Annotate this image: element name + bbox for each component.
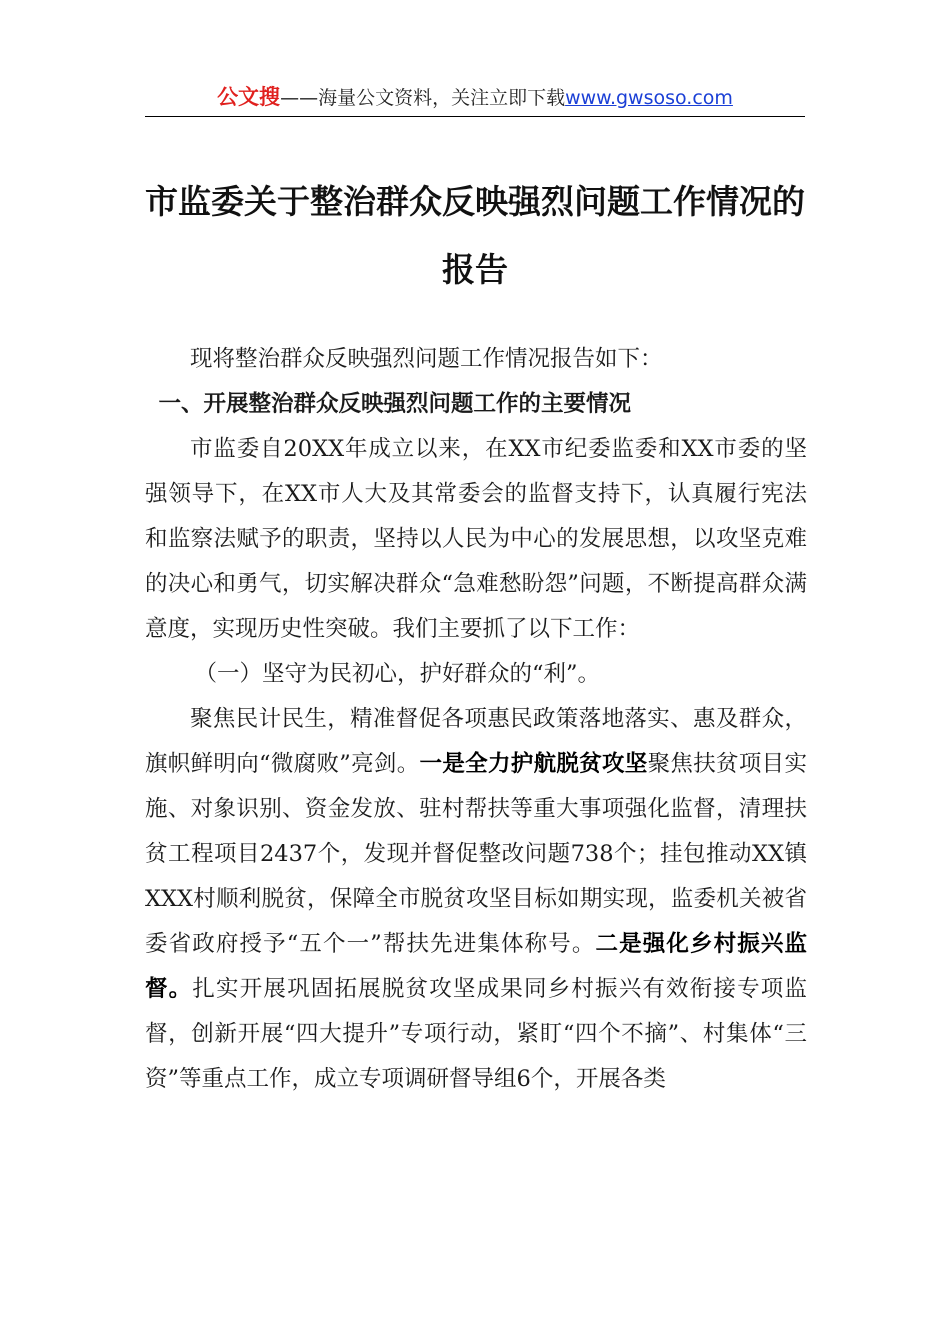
paragraph-text: 聚焦扶贫项目实施、对象识别、资金发放、驻村帮扶等重大事项强化监督，清理扶贫工程项目2437个，发现并督促整改问题738个；挂包推动XX镇XXX村顺利脱贫，保障全市脱贫攻坚目标如期实现，监委机关被省委省政府授予“五个一”帮扶先进集体称号。: [145, 751, 807, 957]
document-body: [145, 337, 807, 1102]
paragraph-text: 扎实开展巩固拓展脱贫攻坚成果同乡村振兴有效衔接专项监督，创新开展“四大提升”专项行动，紧盯“四个不摘”、村集体“三资”等重点工作，成立专项调研督导组6个，开展各类: [145, 976, 807, 1092]
section-heading: 一、开展整治群众反映强烈问题工作的主要情况: [158, 391, 632, 417]
brand-name: 公文搜: [217, 85, 281, 109]
document-title: 市监委关于整治群众反映强烈问题工作情况的报告: [145, 182, 805, 289]
subsection-heading: （一）坚守为民初心，护好群众的“利”。: [194, 661, 601, 687]
lead-phrase-2: 二是强化乡村振兴监督。: [145, 931, 807, 1002]
site-link[interactable]: www.gwsoso.com: [565, 87, 733, 109]
paragraph-text: 聚焦民计民生，精准督促各项惠民政策落地落实、惠及群众，旗帜鲜明向“微腐败”亮剑。: [145, 706, 807, 777]
lead-phrase-1: 一是全力护航脱贫攻坚: [419, 751, 648, 777]
body-paragraph-1: 市监委自20XX年成立以来，在XX市纪委监委和XX市委的坚强领导下，在XX市人大及其常委会的监督支持下，认真履行宪法和监察法赋予的职责，坚持以人民为中心的发展思想，以攻坚克难的决心和勇气，切实解决群众“急难愁盼怨”问题，不断提高群众满意度，实现历史性突破。我们主要抓了以下工作：: [145, 436, 807, 642]
page-header: [145, 82, 805, 117]
intro-paragraph: 现将整治群众反映强烈问题工作情况报告如下：: [190, 346, 663, 372]
body-paragraph-2: [145, 697, 807, 1102]
header-slogan: ——海量公文资料，关注立即下载: [280, 87, 566, 109]
